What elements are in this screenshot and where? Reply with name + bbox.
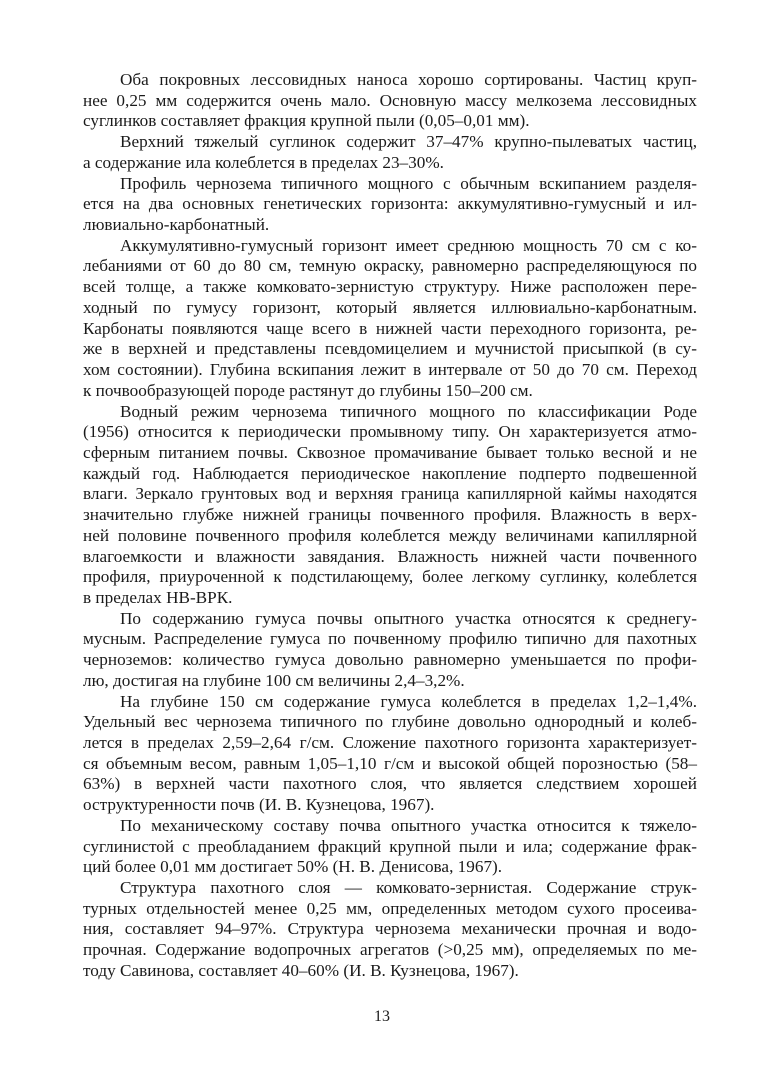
text-line: суглинистой с преобладанием фракций крупной пыли и ила; содержание фрак- [83,836,697,856]
paragraph [83,816,697,878]
text-line: лебаниями от 60 до 80 см, темную окраску, равномерно распределяющуюся по [83,256,697,276]
paragraph [83,132,697,173]
text-line: мусным. Распределение гумуса по почвенному профилю типично для пахотных [83,629,697,649]
text-line: влаги. Зеркало грунтовых вод и верхняя граница капиллярной каймы находятся [83,484,697,504]
text-line: (1956) относится к периодически промывному типу. Он характеризуется атмо- [83,422,697,442]
text-line: каждый год. Наблюдается периодическое накопление подперто подвешенной [83,463,697,483]
text-line: лется в пределах 2,59–2,64 г/см. Сложение пахотного горизонта характеризует- [83,733,697,752]
text-line: лю, достигая на глубине 100 см величины 2,4–3,2%. [83,670,465,690]
text-line: Оба покровных лессовидных наноса хорошо сортированы. Частиц круп- [120,70,697,89]
text-line: нее 0,25 мм содержится очень мало. Основную массу мелкозема лессовидных [83,90,697,110]
paragraph [83,878,697,982]
paragraph [83,402,697,609]
text-line: Аккумулятивно-гумусный горизонт имеет среднюю мощность 70 см с ко- [120,235,697,255]
text-line: Карбонаты появляются чаще всего в нижней части переходного горизонта, ре- [83,318,697,338]
text-line: Водный режим чернозема типичного мощного по классификации Роде [120,401,697,421]
paragraph [83,609,697,692]
text-line: лювиально-карбонатный. [83,215,270,235]
text-line: влагоемкости и влажности завядания. Влажность нижней части почвенного [83,546,697,566]
text-line: к почвообразующей породе растянут до глубины 150–200 см. [83,380,533,400]
text-line: По механическому составу почва опытного участка относится к тяжело- [120,815,697,835]
text-line: Верхний тяжелый суглинок содержит 37–47% крупно-пылеватых частиц, [120,132,697,152]
paragraph [83,70,697,132]
text-line: ется на два основных генетических горизонта: аккумулятивно-гумусный и ил- [83,194,697,214]
text-line: Удельный вес чернозема типичного по глубине довольно однородный и колеб- [83,712,697,732]
text-line: всей толще, а также комковато-зернистую структуру. Ниже расположен пере- [83,277,697,297]
text-line: По содержанию гумуса почвы опытного участка относятся к среднегу- [120,608,697,628]
text-line: прочная. Содержание водопрочных агрегатов (>0,25 мм), определяемых по ме- [83,940,697,960]
text-line: в пределах НВ-ВРК. [83,587,233,607]
body-text [83,70,697,982]
text-line: ходный по гумусу горизонт, который является иллювиально-карбонатным. [83,297,697,317]
text-line: ния, составляет 94–97%. Структура чернозема механически прочная и водо- [83,919,697,939]
text-line: же в верхней и представлены псевдомицелием и мучнистой присыпкой (в су- [83,339,697,359]
text-line: сферным питанием почвы. Сквозное промачивание бывает только весной и не [83,442,697,462]
text-line: ся объемным весом, равным 1,05–1,10 г/см и высокой общей порозностью (58– [83,753,697,773]
text-line: турных отдельностей менее 0,25 мм, определенных методом сухого просеива- [83,898,697,918]
text-line: Профиль чернозема типичного мощного с обычным вскипанием разделя- [120,173,697,193]
text-line: Структура пахотного слоя — комковато-зернистая. Содержание струк- [120,878,697,898]
text-line: ней половине почвенного профиля колеблется между величинами капиллярной [83,525,697,545]
text-line: хом состоянии). Глубина вскипания лежит в интервале от 50 до 70 см. Переход [83,360,697,380]
paragraph [83,692,697,816]
text-line: На глубине 150 см содержание гумуса колеблется в пределах 1,2–1,4%. [120,691,697,711]
text-line: тоду Савинова, составляет 40–60% (И. В. Кузнецова, 1967). [83,960,519,980]
text-line: оструктуренности почв (И. В. Кузнецова, 1967). [83,795,435,815]
page-number: 13 [374,1008,390,1025]
text-line: черноземов: количество гумуса довольно равномерно уменьшается по профи- [83,650,697,670]
paragraph [83,236,697,402]
text-line: профиля, приуроченной к подстилающему, более легкому суглинку, колеблется [83,567,697,587]
text-line: ций более 0,01 мм достигает 50% (Н. В. Денисова, 1967). [83,857,503,877]
paragraph [83,174,697,236]
text-line: суглинков составляет фракция крупной пыли (0,05–0,01 мм). [83,111,530,131]
text-line: значительно глубже нижней границы почвенного профиля. Влажность в верх- [83,505,697,525]
text-line: 63%) в верхней части пахотного слоя, что является следствием хорошей [83,774,697,794]
text-line: а содержание ила колеблется в пределах 23–30%. [83,152,444,172]
